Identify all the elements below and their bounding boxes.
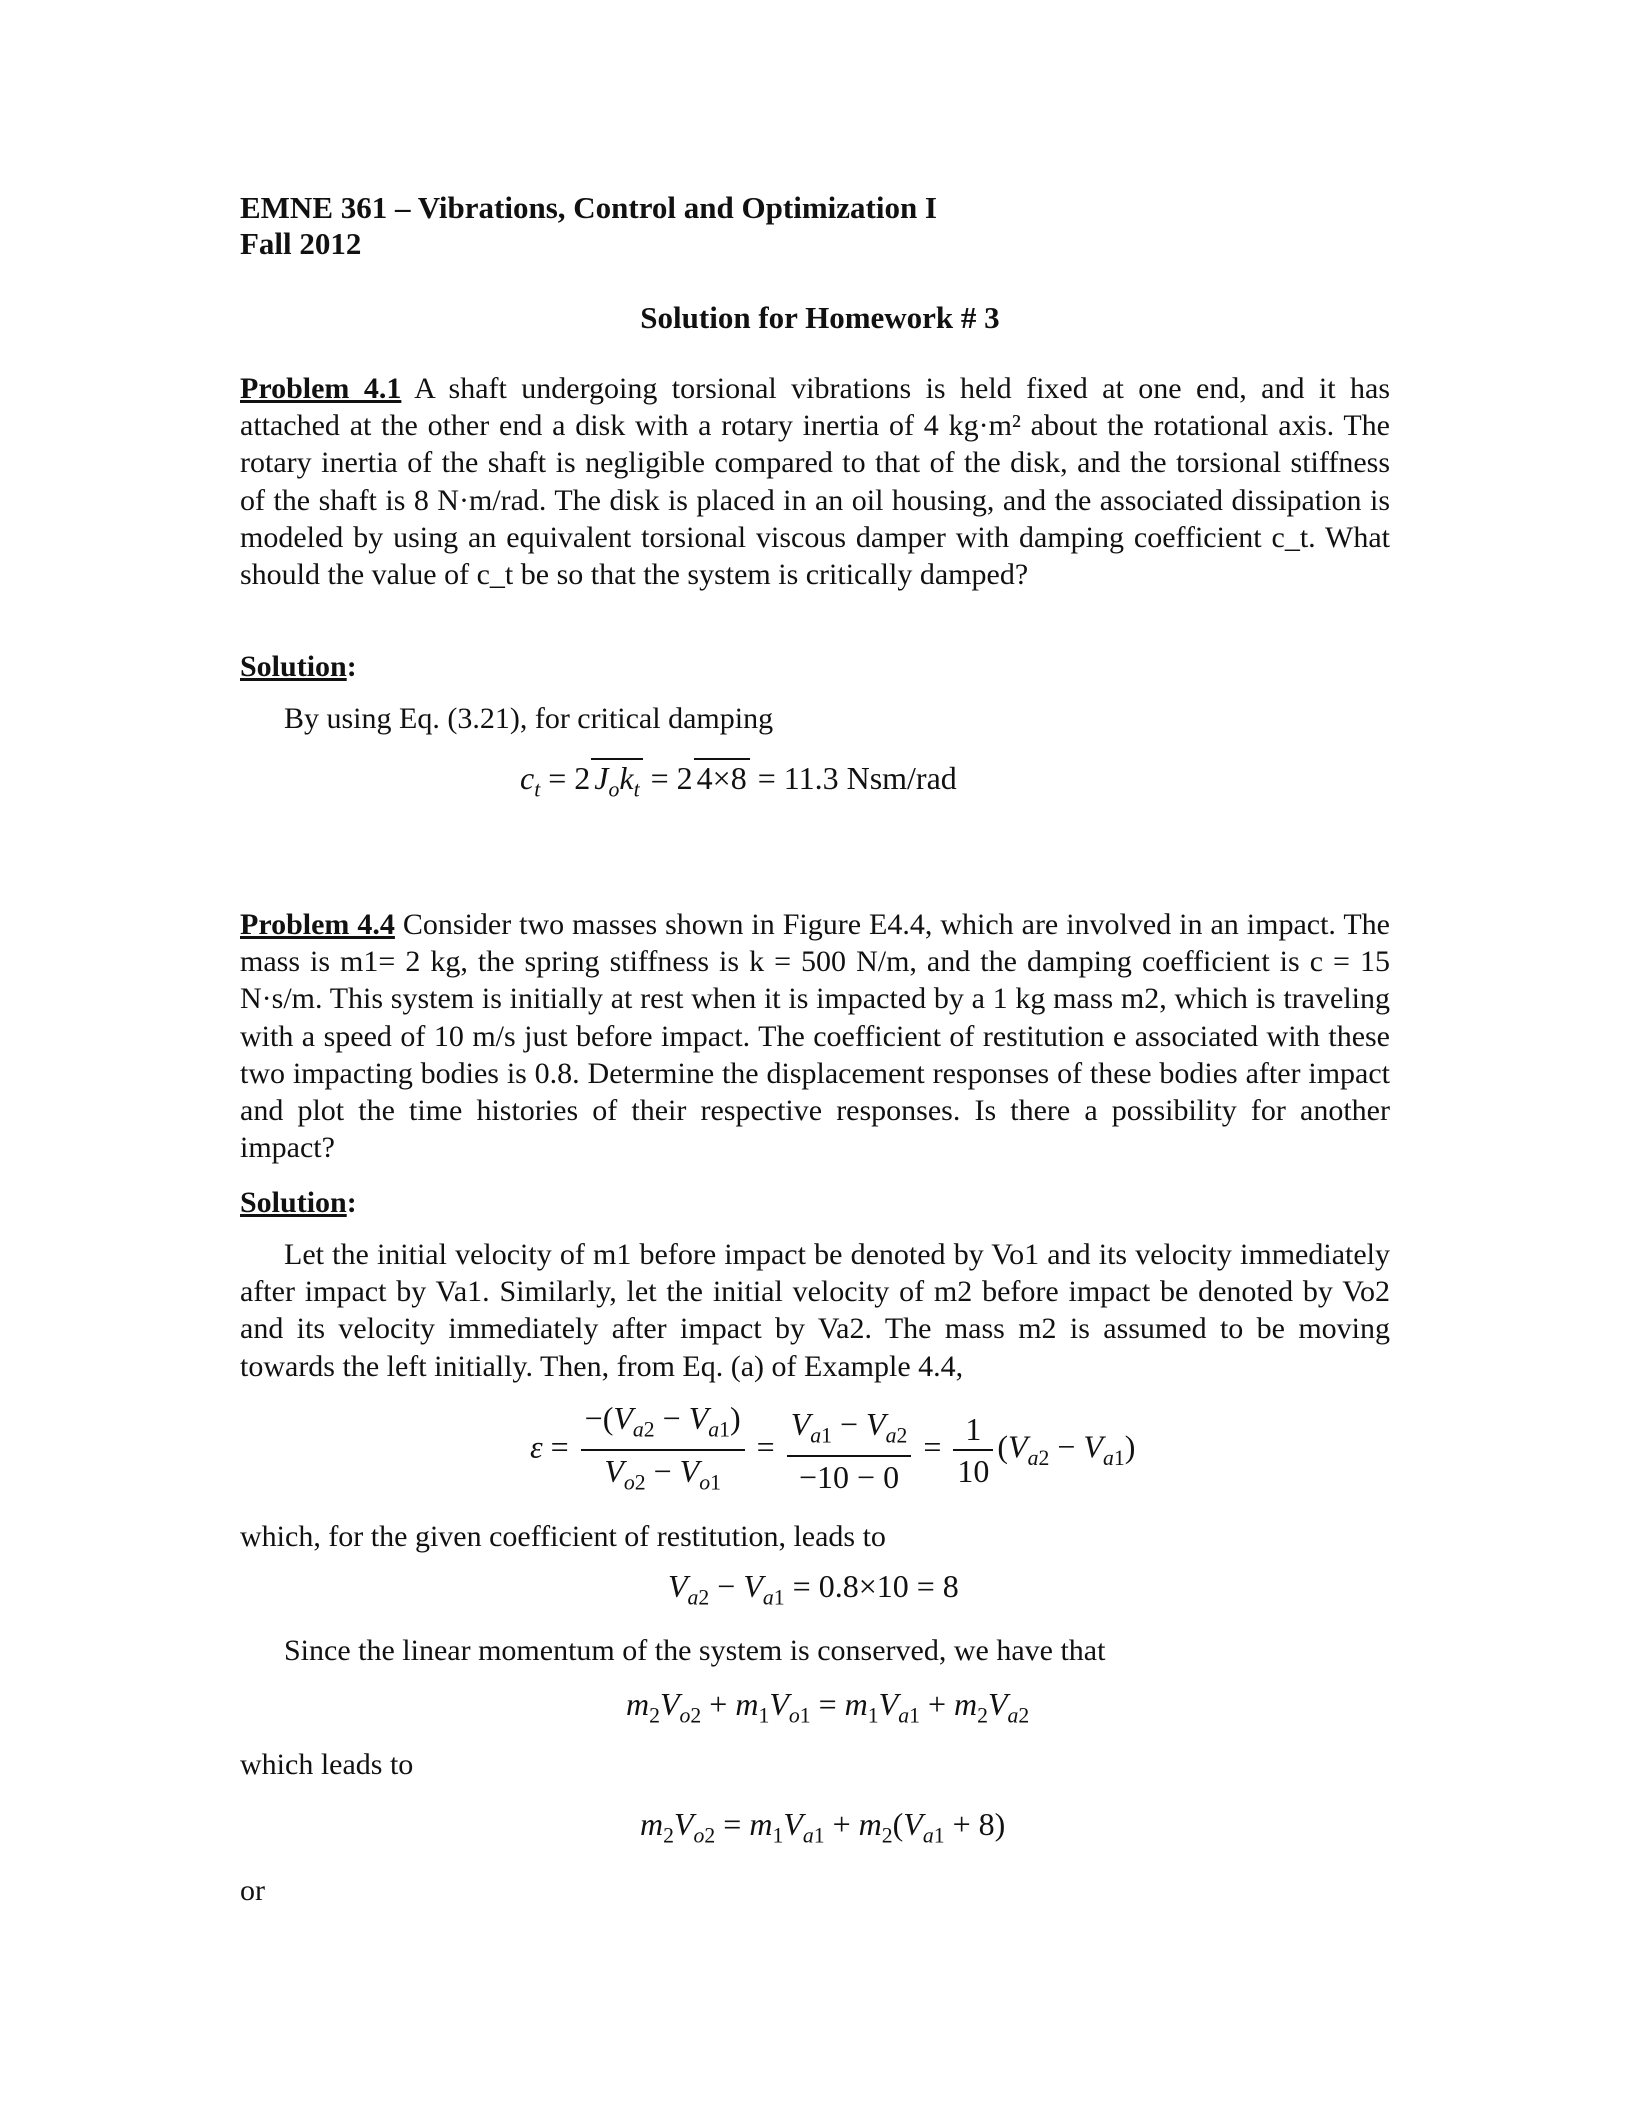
momentum-substituted-equation: $m_2V_{o2} = m_1V_{a1} + m_2(V_{a1} + 8)$: [640, 1806, 1006, 1848]
problem-4-1-body: A shaft undergoing torsional vibrations is held fixed at one end, and it has attached at the other end a disk with a rotary inertia of 4 kg·m² about the rotational axis. The rotary inertia of the shaft is negligible compared to that of the disk, and the torsional stiffness of the shaft is 8 N·m/rad. The disk is placed in an oil housing, and the associated dissipation is modeled by using an equivalent torsional viscous damper with damping coefficient c_t. What should the value of c_t be so that the system is critically damped?: [240, 372, 1390, 592]
course-title: EMNE 361 – Vibrations, Control and Optimization I: [240, 190, 938, 225]
solution-heading-1: Solution:: [240, 650, 357, 683]
momentum-equation: $m_2V_{o2} + m_1V_{o1} = m_1V_{a1} + m_2V_{a2}$: [626, 1686, 1030, 1728]
critical-damping-equation: $c_t = 2$ $J_ok_t = 2$ 4×8 = 11.3 Nsm/rad: [520, 760, 957, 802]
momentum-line: Since the linear momentum of the system is conserved, we have that: [284, 1634, 1106, 1667]
restitution-equation: ε = $\frac{-(V_{a2} - V_{a1})}{V_{o2} - V_{o1}}$ = $\frac{V_{a1} - V_{a2}}{-10 - 0}$ = $\frac{1}{10}$ $(V_{a2} - V_{a1})$: [530, 1400, 1136, 1496]
solution-4-1-line: By using Eq. (3.21), for critical damping: [284, 702, 774, 735]
velocity-difference-equation: $V_{a2} - V_{a1} = 0.8\times 10 = 8$: [668, 1568, 959, 1610]
leads-to-line: which, for the given coefficient of restitution, leads to: [240, 1520, 886, 1553]
problem-4-1-label: Problem 4.1: [240, 372, 402, 405]
problem-4-4-body: Consider two masses shown in Figure E4.4, which are involved in an impact. The mass is m1= 2 kg, the spring stiffness is k = 500 N/m, and the damping coefficient is c = 15 N·s/m. This system is initially at rest when it is impacted by a 1 kg mass m2, which is traveling with a speed of 10 m/s just before impact. The coefficient of restitution e associated with these two impacting bodies is 0.8. Determine the displacement responses of these bodies after impact and plot the time histories of their respective responses. Is there a possibility for another impact?: [240, 908, 1390, 1165]
problem-4-4-text: [240, 906, 1390, 1166]
which-leads-line: which leads to: [240, 1748, 414, 1781]
problem-4-1-text: [240, 370, 1390, 593]
problem-4-4-label: Problem 4.4: [240, 908, 395, 941]
solution-4-4-paragraph: Let the initial velocity of m1 before impact be denoted by Vo1 and its velocity immediately after impact by Va1. Similarly, let the initial velocity of m2 before impact be denoted by Vo2 and its velocity immediately after impact by Va2. The mass m2 is assumed to be moving towards the left initially. Then, from Eq. (a) of Example 4.4,: [240, 1238, 1390, 1383]
course-term: Fall 2012: [240, 226, 362, 261]
or-line: or: [240, 1874, 265, 1907]
document-title: Solution for Homework # 3: [640, 300, 1000, 335]
solution-heading-2: Solution:: [240, 1186, 357, 1219]
